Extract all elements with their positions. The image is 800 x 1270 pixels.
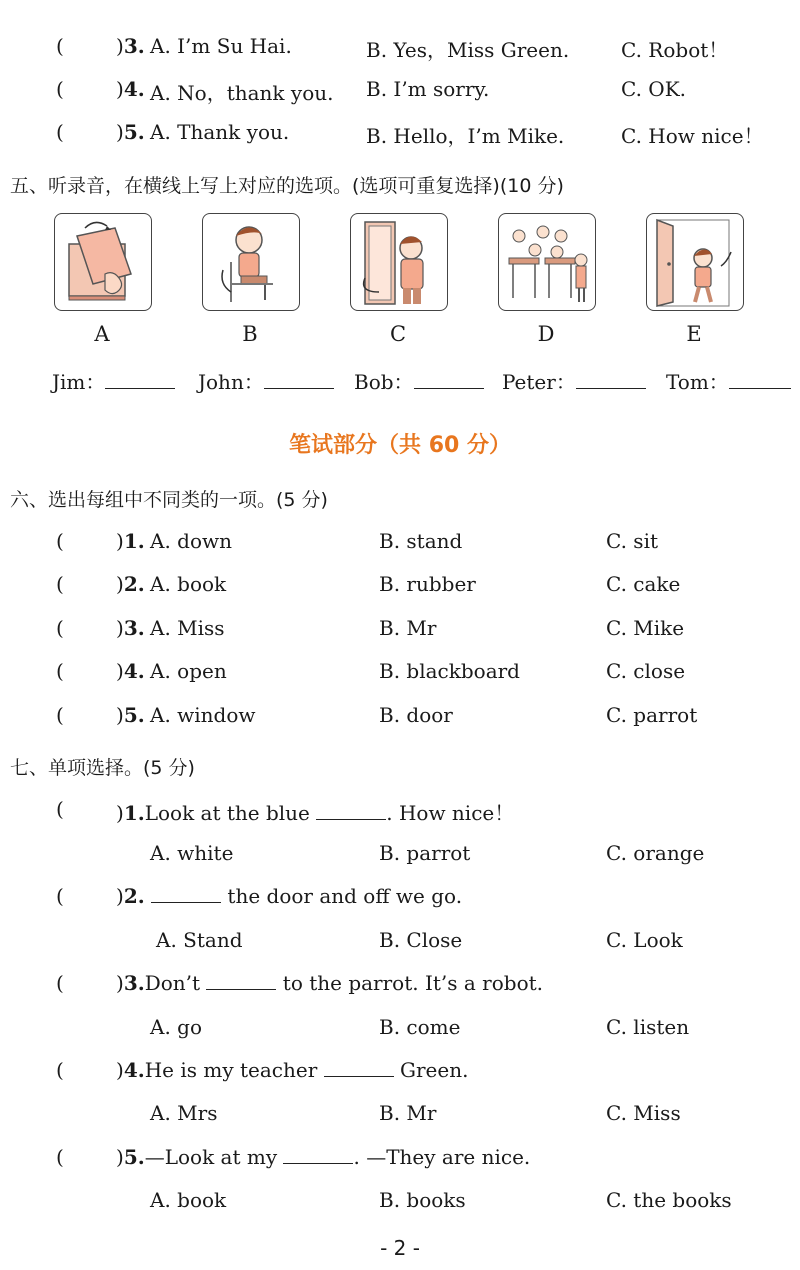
odd-one-out-row [0, 616, 800, 646]
page-number: - 2 - [380, 1236, 420, 1260]
option-c: C. How nice！ [621, 124, 764, 148]
option-a: A. Miss [150, 616, 225, 640]
answer-paren-open: ( [56, 34, 64, 58]
listening-row [0, 120, 800, 150]
classroom-icon [499, 214, 595, 310]
answer-blank[interactable] [414, 387, 484, 389]
option-b: B. books [379, 1188, 466, 1212]
answer-blank[interactable] [105, 387, 175, 389]
option-c: C. orange [606, 841, 705, 865]
answer-paren-close: )1. [116, 529, 145, 553]
option-b: B. Hello，I’m Mike. [366, 124, 565, 148]
odd-one-out-row [0, 659, 800, 689]
option-b: B. Yes，Miss Green. [366, 38, 570, 62]
answer-paren-close: )3. [116, 34, 145, 58]
question-stem: )2. the door and off we go. [116, 884, 463, 908]
option-b: B. stand [379, 529, 463, 553]
option-b: B. come [379, 1015, 461, 1039]
open-book-icon [55, 214, 151, 310]
question-row [0, 1058, 800, 1088]
open-door-icon [647, 214, 743, 310]
answer-paren-open[interactable]: ( [56, 797, 64, 821]
option-b: B. Close [379, 928, 463, 952]
answer-blank[interactable] [316, 818, 386, 820]
answer-blank[interactable] [283, 1162, 353, 1164]
picture-label: C [389, 322, 407, 346]
option-a: A. book [150, 572, 227, 596]
answer-paren-close: )5. [116, 120, 145, 144]
option-b: B. rubber [379, 572, 476, 596]
option-a: A. down [150, 529, 233, 553]
option-c: C. listen [606, 1015, 690, 1039]
option-row [0, 1101, 800, 1131]
section-7-heading: 七、单项选择。(5 分) [10, 757, 195, 779]
picture-a [54, 213, 152, 311]
option-a: A. open [150, 659, 227, 683]
section-5-heading: 五、听录音，在横线上写上对应的选项。(选项可重复选择)(10 分) [10, 175, 564, 197]
boy-sitting-icon [203, 214, 299, 310]
listening-row [0, 77, 800, 107]
option-row [0, 1188, 800, 1218]
question-stem: )4.He is my teacher Green. [116, 1058, 469, 1082]
option-c: C. Look [606, 928, 683, 952]
name-answer: Peter： [502, 366, 646, 395]
answer-paren-close: )3. [116, 616, 145, 640]
question-row [0, 797, 800, 827]
answer-paren-open[interactable]: ( [56, 971, 64, 995]
written-part-title: 笔试部分（共 60 分） [289, 433, 511, 458]
option-c: C. the books [606, 1188, 732, 1212]
answer-paren-open: ( [56, 77, 64, 101]
option-c: C. close [606, 659, 686, 683]
option-row [0, 1015, 800, 1045]
option-row [0, 928, 800, 958]
name-answer: Tom： [666, 366, 791, 395]
picture-e [646, 213, 744, 311]
odd-one-out-row [0, 703, 800, 733]
answer-blank[interactable] [206, 988, 276, 990]
option-a: A. Stand [156, 928, 243, 952]
option-c: C. sit [606, 529, 659, 553]
picture-label: E [686, 322, 702, 346]
option-a: A. No，thank you. [150, 81, 334, 105]
odd-one-out-row [0, 529, 800, 559]
answer-blank[interactable] [151, 901, 221, 903]
option-a: A. book [150, 1188, 227, 1212]
answer-blank[interactable] [324, 1075, 394, 1077]
option-a: A. Thank you. [150, 120, 290, 144]
answer-paren-open[interactable]: ( [56, 1058, 64, 1082]
name-answer: John： [198, 366, 334, 395]
option-a: A. go [150, 1015, 203, 1039]
option-c: C. parrot [606, 703, 698, 727]
option-b: B. blackboard [379, 659, 520, 683]
picture-d [498, 213, 596, 311]
picture-label: D [537, 322, 555, 346]
question-row [0, 1145, 800, 1175]
name-answer: Jim： [52, 366, 175, 395]
option-a: A. I’m Su Hai. [150, 34, 292, 58]
option-b: B. I’m sorry. [366, 77, 490, 101]
picture-label: A [94, 322, 110, 346]
picture-c [350, 213, 448, 311]
answer-paren-close: )4. [116, 77, 145, 101]
question-row [0, 884, 800, 914]
option-b: B. door [379, 703, 453, 727]
option-c: C. Mike [606, 616, 685, 640]
answer-blank[interactable] [264, 387, 334, 389]
question-row [0, 971, 800, 1001]
answer-paren-close: )5. [116, 703, 145, 727]
section-6-heading: 六、选出每组中不同类的一项。(5 分) [10, 489, 328, 511]
answer-paren-open[interactable]: ( [56, 529, 64, 553]
option-c: C. cake [606, 572, 681, 596]
option-row [0, 841, 800, 871]
answer-paren-close: )4. [116, 659, 145, 683]
answer-paren-open[interactable]: ( [56, 572, 64, 596]
answer-paren-close: )2. [116, 572, 145, 596]
option-a: A. white [150, 841, 234, 865]
option-b: B. Mr [379, 616, 437, 640]
question-stem: )5.—Look at my . —They are nice. [116, 1145, 531, 1169]
answer-paren-open: ( [56, 120, 64, 144]
answer-paren-open[interactable]: ( [56, 703, 64, 727]
answer-paren-open[interactable]: ( [56, 884, 64, 908]
picture-b [202, 213, 300, 311]
answer-blank[interactable] [576, 387, 646, 389]
option-b: B. parrot [379, 841, 471, 865]
answer-paren-open[interactable]: ( [56, 659, 64, 683]
question-stem: )3.Don’t to the parrot. It’s a robot. [116, 971, 544, 995]
option-b: B. Mr [379, 1101, 437, 1125]
answer-blank[interactable] [729, 387, 791, 389]
close-door-icon [351, 214, 447, 310]
question-stem: )1.Look at the blue . How nice！ [116, 801, 515, 825]
option-a: A. Mrs [150, 1101, 218, 1125]
name-answer: Bob： [354, 366, 484, 395]
answer-paren-open[interactable]: ( [56, 616, 64, 640]
picture-label: B [242, 322, 258, 346]
answer-paren-open[interactable]: ( [56, 1145, 64, 1169]
odd-one-out-row [0, 572, 800, 602]
option-a: A. window [150, 703, 256, 727]
option-c: C. OK. [621, 77, 686, 101]
option-c: C. Miss [606, 1101, 681, 1125]
option-c: C. Robot！ [621, 38, 729, 62]
listening-row [0, 34, 800, 64]
